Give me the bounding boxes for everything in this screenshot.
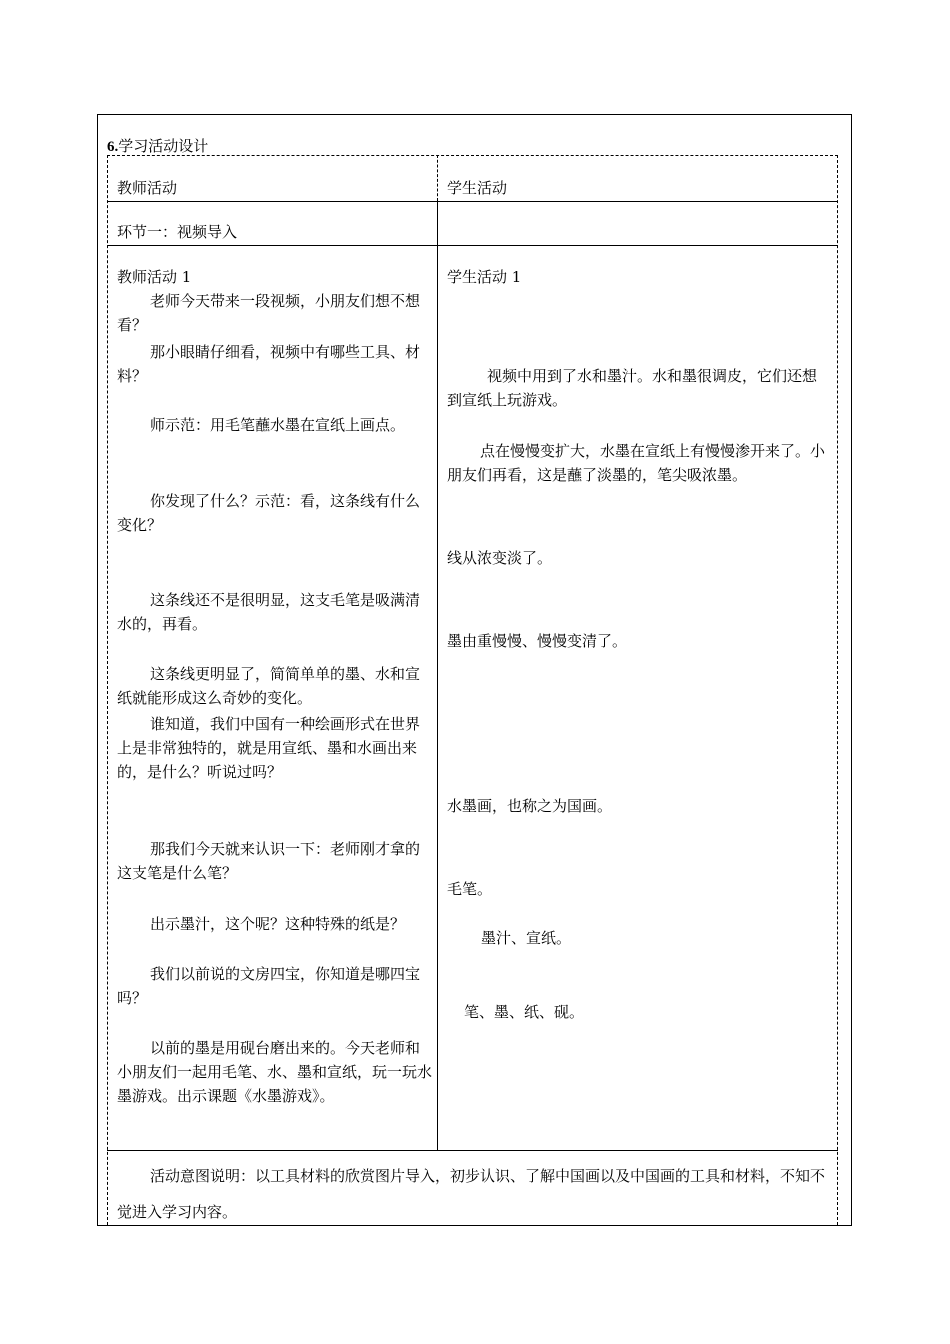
content-column-divider bbox=[437, 201, 438, 1150]
teacher-paragraph-10: 我们以前说的文房四宝，你知道是哪四宝吗？ bbox=[117, 965, 421, 1007]
teacher-paragraph-6: 这条线更明显了，简简单单的墨、水和宣纸就能形成这么奇妙的变化。 bbox=[117, 665, 421, 707]
teacher-paragraph-8: 那我们今天就来认识一下：老师刚才拿的这支笔是什么笔？ bbox=[117, 840, 421, 882]
student-answer-5: 水墨画，也称之为国画。 bbox=[447, 797, 613, 815]
teacher-paragraph-4: 你发现了什么？示范：看，这条线有什么变化？ bbox=[117, 492, 421, 534]
content-row-divider bbox=[107, 1150, 838, 1151]
section-title bbox=[107, 135, 208, 156]
section-number: 6. bbox=[107, 139, 119, 155]
section-title-text: 学习活动设计 bbox=[118, 137, 209, 155]
teacher-paragraph-5: 这条线还不是很明显，这支毛笔是吸满清水的，再看。 bbox=[117, 591, 421, 633]
teacher-paragraph-3: 师示范：用毛笔蘸水墨在宣纸上画点。 bbox=[150, 416, 406, 434]
student-activity-heading: 学生活动 1 bbox=[447, 268, 522, 286]
header-student-activity: 学生活动 bbox=[447, 179, 508, 197]
student-answer-6: 毛笔。 bbox=[447, 880, 493, 898]
header-teacher-activity: 教师活动 bbox=[117, 179, 178, 197]
header-column-divider bbox=[437, 155, 438, 201]
student-answer-4: 墨由重慢慢、慢慢变清了。 bbox=[447, 632, 628, 650]
teacher-paragraph-7: 谁知道，我们中国有一种绘画形式在世界上是非常独特的，就是用宣纸、墨和水画出来的，是什么？听说过吗？ bbox=[117, 715, 421, 781]
student-answer-1: 视频中用到了水和墨汁。水和墨很调皮，它们还想到宣纸上玩游戏。 bbox=[447, 367, 818, 409]
stage-title: 环节一：视频导入 bbox=[117, 223, 238, 241]
student-answer-8: 笔、墨、纸、砚。 bbox=[464, 1003, 585, 1021]
stage-row-divider bbox=[107, 245, 838, 246]
header-row-divider bbox=[107, 201, 838, 202]
teacher-paragraph-11: 以前的墨是用砚台磨出来的。今天老师和小朋友们一起用毛笔、水、墨和宣纸，玩一玩水墨游戏。出示课题《水墨游戏》。 bbox=[117, 1039, 433, 1105]
student-answer-7: 墨汁、宣纸。 bbox=[481, 929, 572, 947]
student-answer-3: 线从浓变淡了。 bbox=[447, 549, 553, 567]
student-answer-2: 点在慢慢变扩大，水墨在宣纸上有慢慢渗开来了。小朋友们再看，这是蘸了淡墨的，笔尖吸浓墨。 bbox=[447, 442, 826, 484]
teacher-paragraph-2: 那小眼睛仔细看，视频中有哪些工具、材料？ bbox=[117, 343, 421, 385]
teacher-paragraph-9: 出示墨汁，这个呢？这种特殊的纸是？ bbox=[150, 915, 406, 933]
teacher-activity-heading: 教师活动 1 bbox=[117, 268, 192, 286]
activity-intent-note: 活动意图说明：以工具材料的欣赏图片导入，初步认识、了解中国画以及中国画的工具和材料，不知不觉进入学习内容。 bbox=[117, 1167, 826, 1221]
teacher-paragraph-1: 老师今天带来一段视频，小朋友们想不想看？ bbox=[117, 292, 421, 334]
